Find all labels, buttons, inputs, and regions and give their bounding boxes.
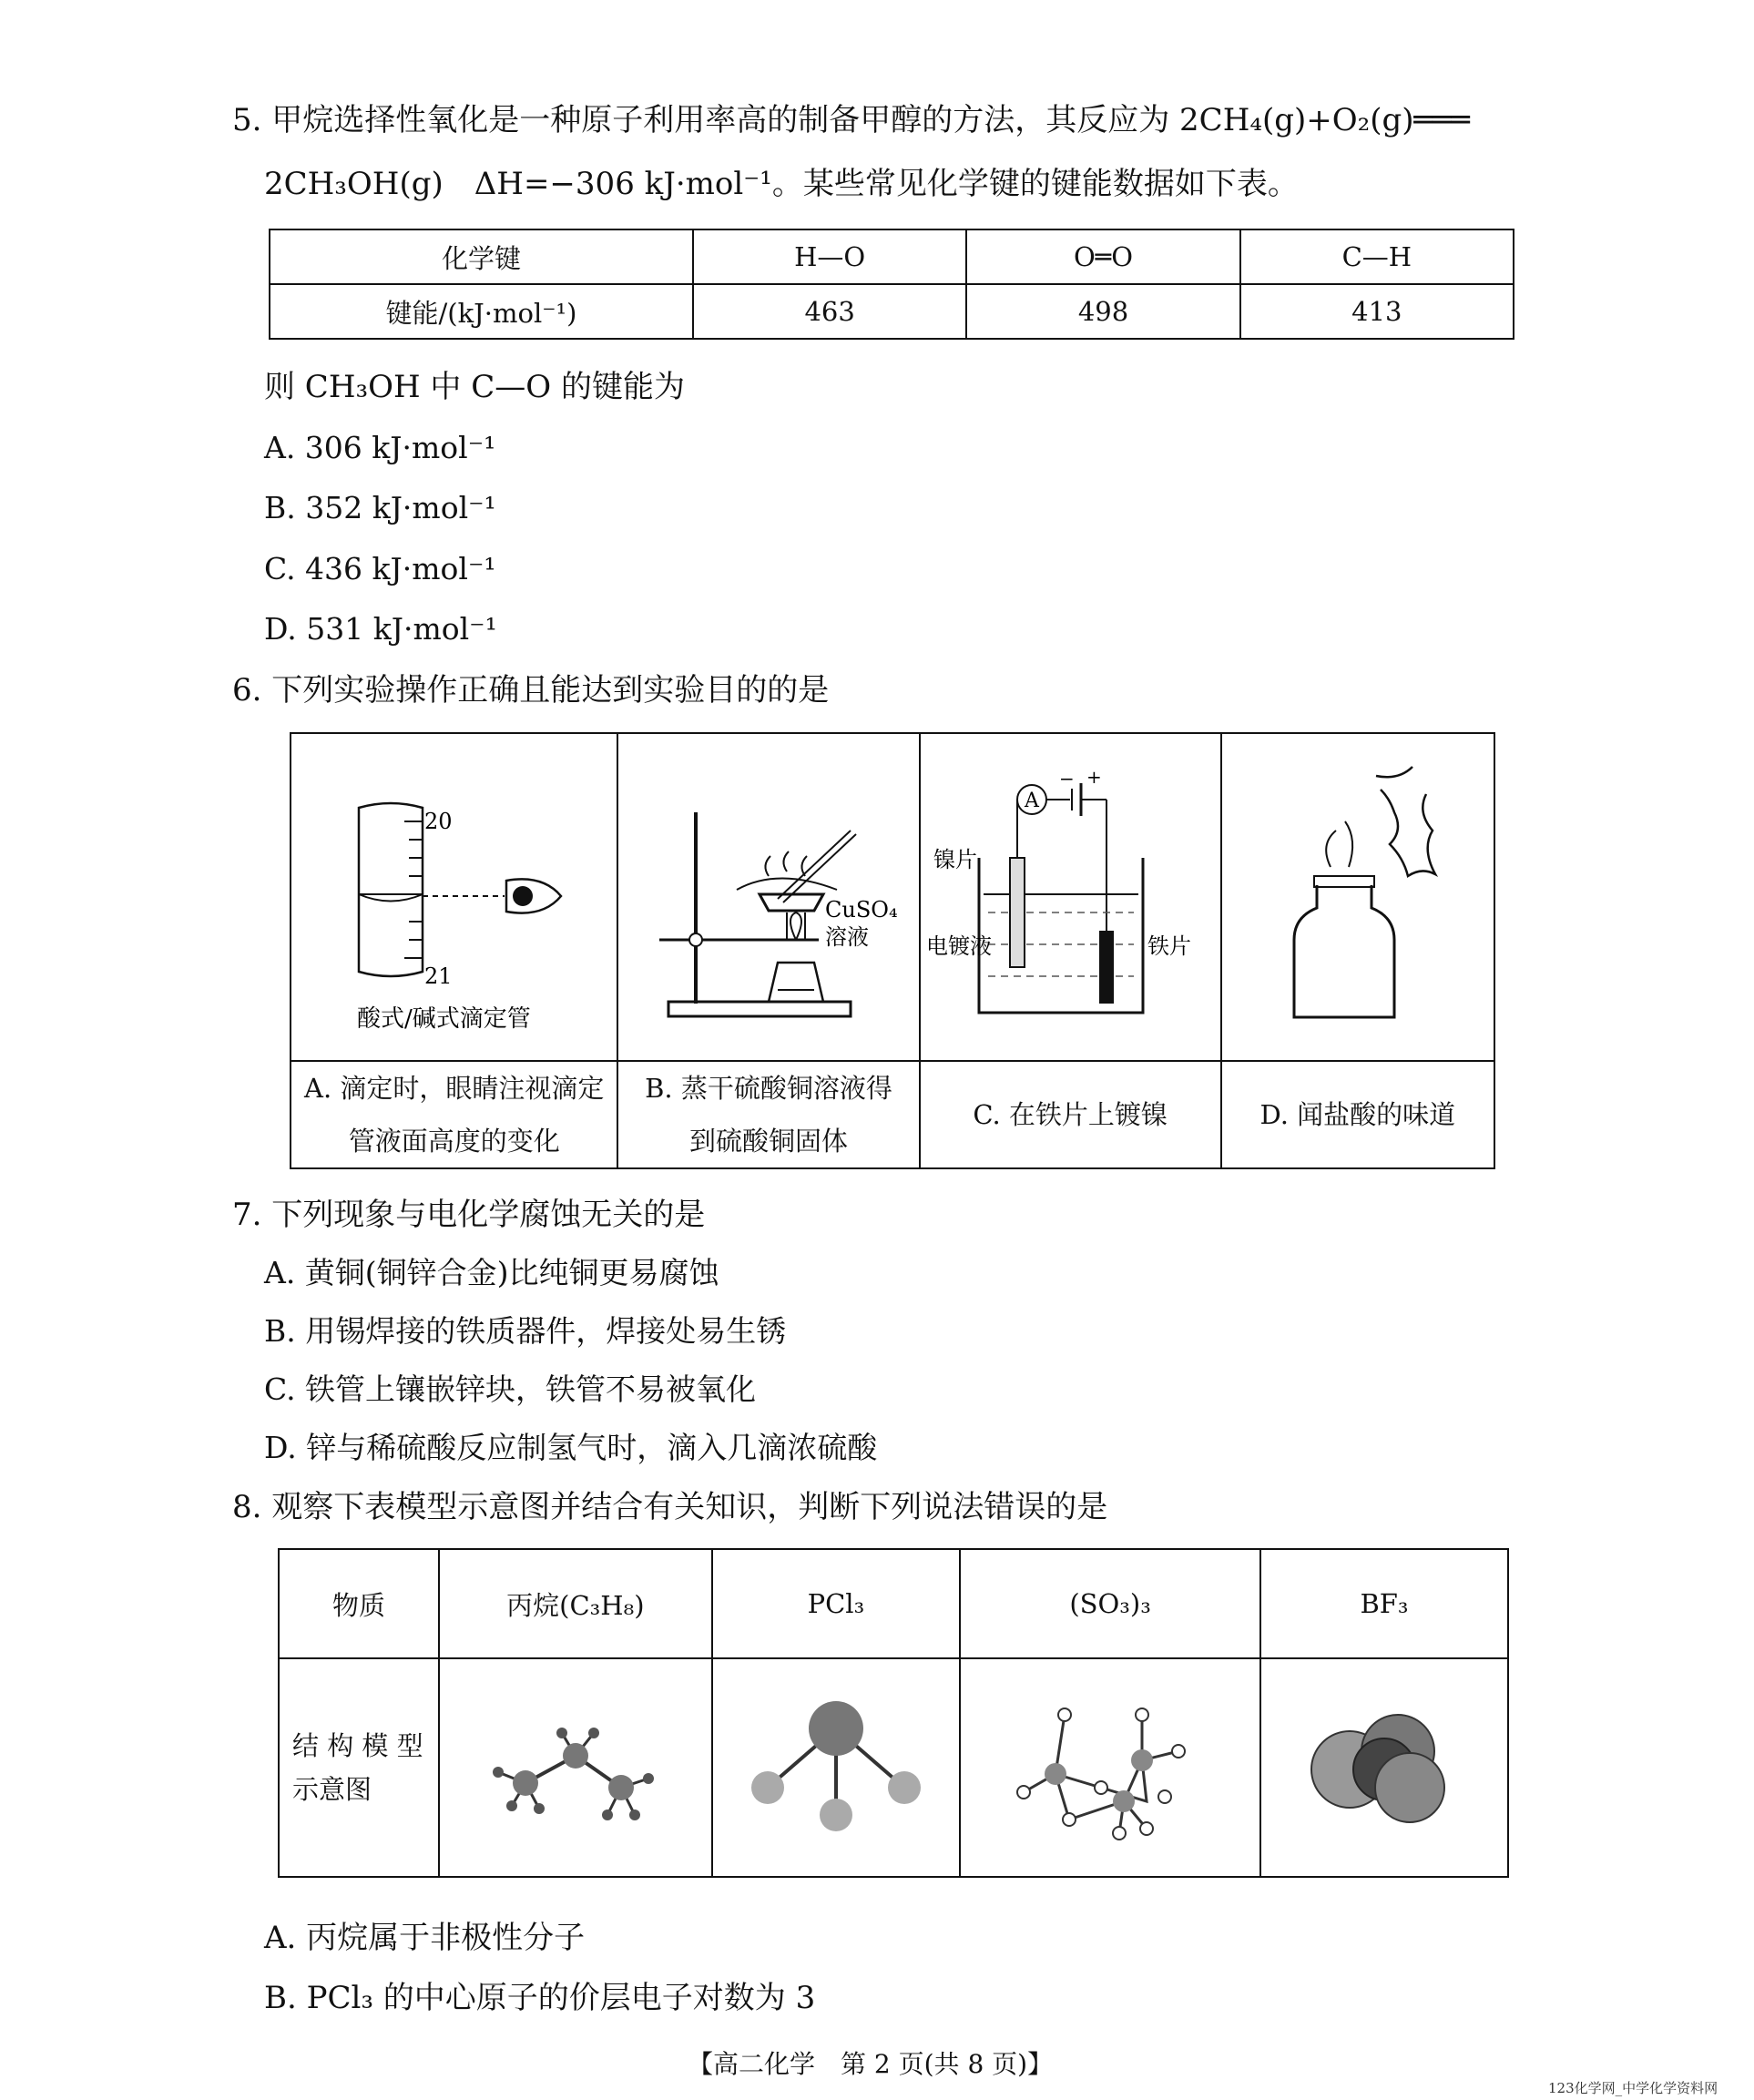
table-header-cell: (SO₃)₃ <box>960 1549 1260 1658</box>
table-header-cell: O═O <box>966 229 1239 284</box>
table-header-cell: H—O <box>693 229 966 284</box>
svg-text:−: − <box>1059 767 1075 790</box>
caption-a-line2: 管液面高度的变化 <box>348 1126 560 1157</box>
option-d: D. 锌与稀硫酸反应制氢气时，滴入几滴浓硫酸 <box>264 1430 878 1465</box>
q8-stem: 8. 观察下表模型示意图并结合有关知识，判断下列说法错误的是 <box>232 1489 1108 1525</box>
option-d: D. 531 kJ·mol⁻¹ <box>264 611 497 647</box>
iron-label: 铁片 <box>1147 933 1192 959</box>
watermark-text: 123化学网_中学化学资料网 <box>1548 2080 1718 2096</box>
experiment-table <box>290 732 1495 1169</box>
option-c: C. 436 kJ·mol⁻¹ <box>264 551 496 586</box>
figure-evaporation <box>617 733 919 1061</box>
electroplating-drawing <box>924 758 1216 1031</box>
solution-label: 溶液 <box>824 923 869 950</box>
burette-mark-21: 21 <box>423 963 453 989</box>
table-header-cell: PCl₃ <box>712 1549 960 1658</box>
option-a: A. 306 kJ·mol⁻¹ <box>264 430 496 465</box>
option-b: B. 用锡焊接的铁质器件，焊接处易生锈 <box>264 1313 787 1349</box>
bf3-model <box>1260 1658 1508 1877</box>
q6-stem: 6. 下列实验操作正确且能达到实验目的的是 <box>232 672 830 708</box>
ammeter-label: A <box>1025 789 1040 812</box>
table-cell: 463 <box>693 284 966 339</box>
burette-title: 酸式/碱式滴定管 <box>356 1004 531 1031</box>
option-b: B. 352 kJ·mol⁻¹ <box>264 490 496 525</box>
caption-b-line1: B. 蒸干硫酸铜溶液得 <box>645 1073 892 1104</box>
page-footer: 【高二化学 第 2 页(共 8 页)】 <box>688 2049 1054 2079</box>
burette-mark-20: 20 <box>423 808 453 834</box>
smelling-drawing <box>1230 758 1485 1031</box>
table-cell: 498 <box>966 284 1239 339</box>
row-label-line2: 示意图 <box>292 1774 372 1805</box>
pcl3-model-drawing <box>736 1687 936 1842</box>
q8-option-b: B. PCl₃ 的中心原子的价层电子对数为 3 <box>264 1980 816 2016</box>
table-header-cell: 物质 <box>279 1549 439 1658</box>
table-header-cell: 化学键 <box>270 229 693 284</box>
propane-model-drawing <box>475 1692 676 1838</box>
caption-a <box>291 1061 617 1168</box>
figure-burette <box>291 733 617 1061</box>
bath-label: 电镀液 <box>926 933 993 959</box>
q5-stem: 则 CH₃OH 中 C—O 的键能为 <box>264 369 685 405</box>
evaporation-drawing <box>623 758 914 1031</box>
option-a: A. 黄铜(铜锌合金)比纯铜更易腐蚀 <box>264 1255 719 1290</box>
row-label-line1: 结 构 模 型 <box>292 1730 423 1761</box>
table-header-cell: C—H <box>1240 229 1514 284</box>
propane-model <box>439 1658 712 1877</box>
q7-stem: 7. 下列现象与电化学腐蚀无关的是 <box>232 1197 706 1233</box>
molecule-model-table <box>278 1548 1509 1878</box>
figure-smelling <box>1221 733 1494 1061</box>
burette-drawing <box>304 758 605 1031</box>
table-cell: 413 <box>1240 284 1514 339</box>
nickel-plate <box>1010 858 1025 967</box>
table-header-cell: BF₃ <box>1260 1549 1508 1658</box>
hand-waving-icon <box>1376 767 1435 876</box>
caption-a-line1: A. 滴定时，眼睛注视滴定 <box>304 1073 605 1104</box>
cuso4-label: CuSO₄ <box>824 896 898 923</box>
q8-option-a: A. 丙烷属于非极性分子 <box>264 1920 586 1956</box>
so3-trimer-model-drawing <box>992 1687 1229 1842</box>
figure-electroplating <box>920 733 1221 1061</box>
table-header-cell: 丙烷(C₃H₈) <box>439 1549 712 1658</box>
q5-line2: 2CH₃OH(g) ΔH=−306 kJ·mol⁻¹。某些常见化学键的键能数据如下表。 <box>264 166 1299 202</box>
caption-c: C. 在铁片上镀镍 <box>920 1061 1221 1168</box>
bf3-model-drawing <box>1293 1687 1475 1842</box>
svg-text:+: + <box>1086 765 1102 788</box>
q5-line1: 5. 甲烷选择性氧化是一种原子利用率高的制备甲醇的方法，其反应为 2CH₄(g)+O₂(g)═══ <box>232 102 1470 138</box>
iron-plate <box>1099 931 1114 1004</box>
so3-trimer-model <box>960 1658 1260 1877</box>
table-cell: 键能/(kJ·mol⁻¹) <box>270 284 693 339</box>
row-label <box>279 1658 439 1877</box>
caption-d: D. 闻盐酸的味道 <box>1221 1061 1494 1168</box>
nickel-label: 镍片 <box>933 846 978 872</box>
reagent-bottle <box>1294 885 1394 1017</box>
caption-b-line2: 到硫酸铜固体 <box>688 1126 848 1157</box>
caption-b <box>617 1061 919 1168</box>
bond-energy-table <box>269 229 1514 340</box>
pcl3-model <box>712 1658 960 1877</box>
option-c: C. 铁管上镶嵌锌块，铁管不易被氧化 <box>264 1371 757 1407</box>
